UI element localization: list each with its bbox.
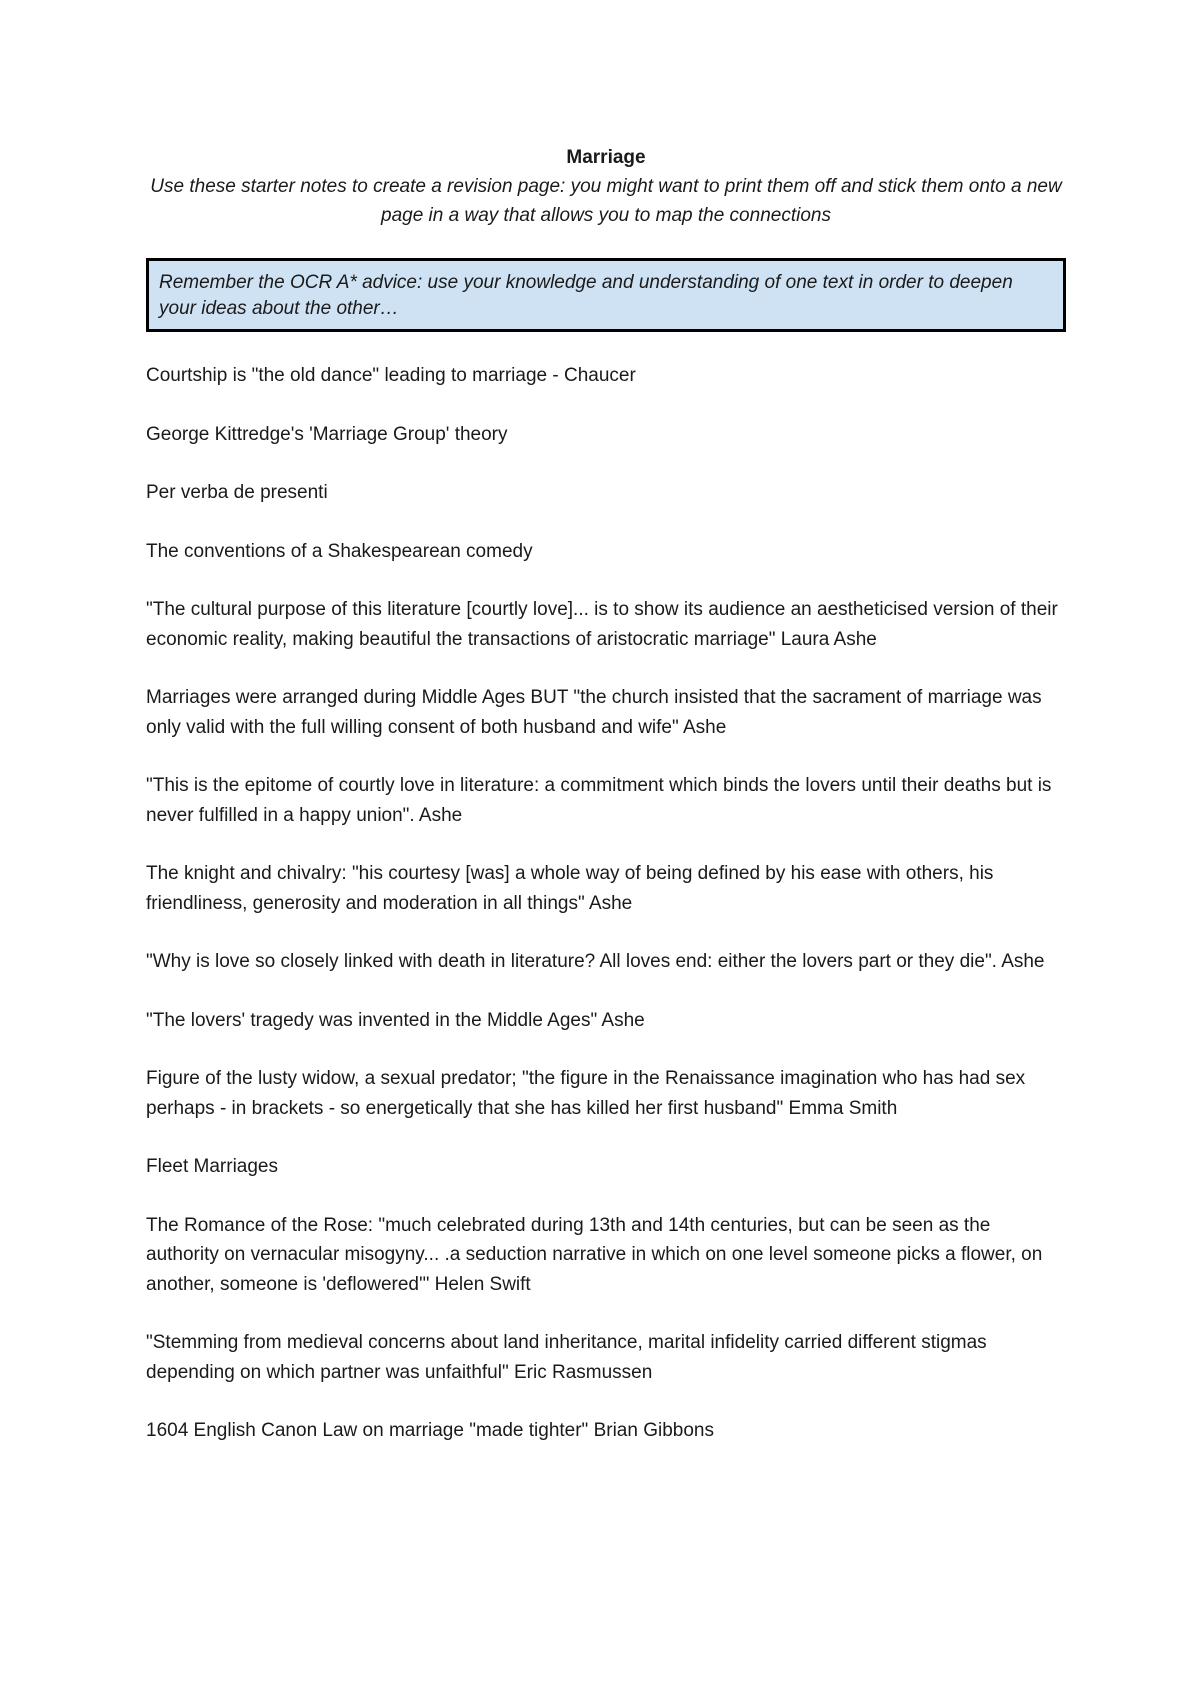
note-item: George Kittredge's 'Marriage Group' theory (146, 423, 508, 445)
note-item: Figure of the lusty widow, a sexual predator; "the figure in the Renaissance imagination who has had sex perhaps - in brackets - so energetically that she has killed her first husband" Emma Smith (146, 1068, 1026, 1119)
document-title: Marriage (566, 147, 646, 168)
document-content (146, 146, 1066, 1475)
note-item: Courtship is "the old dance" leading to marriage - Chaucer (146, 365, 636, 386)
note-item: 1604 English Canon Law on marriage "made tighter" Brian Gibbons (146, 1420, 714, 1441)
notes-list (146, 361, 1066, 1446)
note-item: The knight and chivalry: "his courtesy [was] a whole way of being defined by his ease with others, his friendliness, generosity and moderation in all things" Ashe (146, 863, 994, 914)
note-item: Per verba de presenti (146, 482, 328, 503)
note-item: "Stemming from medieval concerns about land inheritance, marital infidelity carried different stigmas depending on which partner was unfaithful" Eric Rasmussen (146, 1332, 987, 1383)
advice-box: Remember the OCR A* advice: use your knowledge and understanding of one text in order to deepen your ideas about the other… (146, 258, 1066, 332)
document-subtitle: Use these starter notes to create a revision page: you might want to print them off and stick them onto a new page in a way that allows you to map the connections (150, 176, 1062, 226)
note-item: Fleet Marriages (146, 1156, 278, 1177)
note-item: "This is the epitome of courtly love in literature: a commitment which binds the lovers until their deaths but is never fulfilled in a happy union". Ashe (146, 775, 1052, 826)
note-item: "Why is love so closely linked with death in literature? All loves end: either the lovers part or they die". Ashe (146, 951, 1045, 972)
note-item: The conventions of a Shakespearean comedy (146, 540, 533, 562)
note-item: Marriages were arranged during Middle Ages BUT "the church insisted that the sacrament of marriage was only valid with the full willing consent of both husband and wife" Ashe (146, 687, 1042, 738)
note-item: "The cultural purpose of this literature [courtly love]... is to show its audience an aestheticised version of their economic reality, making beautiful the transactions of aristocratic marriage" Laura Ashe (146, 599, 1058, 650)
note-item: The Romance of the Rose: "much celebrated during 13th and 14th centuries, but can be seen as the authority on vernacular misogyny... .a seduction narrative in which on one level someone picks a flower, on another, someone is 'deflowered'" Helen Swift (146, 1214, 1043, 1295)
note-item: "The lovers' tragedy was invented in the Middle Ages" Ashe (146, 1009, 645, 1031)
